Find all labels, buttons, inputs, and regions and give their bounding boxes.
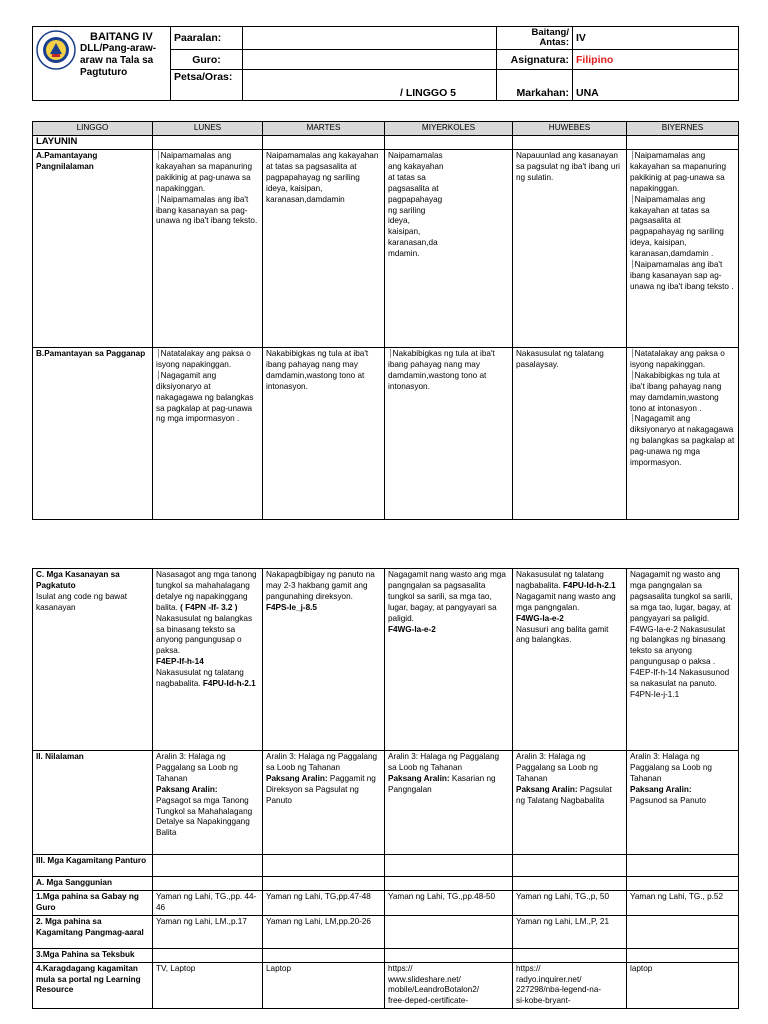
mag-aaral-lunes: Yaman ng Lahi, LM.,p.17 [153,915,263,948]
deped-seal-icon [36,30,76,70]
nilalaman-label: II. Nilalaman [33,751,153,855]
col-miyerkoles: MIYERKOLES [385,122,513,136]
row-c-lunes-text1: Nasasagot ang mga tanong tungkol sa mahahalagang detalye ng napakinggang balita. [156,570,257,612]
row-c-huwebes-text3: Nasusuri ang balita gamit ang balangkas. [516,624,609,645]
mag-aaral-label: 2. Mga pahina sa Kagamitang Pangmag-aaral [33,915,153,948]
nilalaman-lunes-paksa-label: Paksang Aralin [156,784,215,794]
portal-martes: Laptop [263,962,385,1009]
baitang-label: Baitang/ Antas: [497,27,573,50]
nilalaman-lunes: Aralin 3: Halaga ng Paggalang sa Loob ng Tahanan Paksang Aralin: Pagsagot sa mga Tanong Tungkol sa Mahahalagang Detalye sa Napakinggang Balita [153,751,263,855]
portal-label: 4.Karagdagang kagamitan mula sa portal ng Learning Resource [33,962,153,1009]
row-c-huwebes-code2: F4WG-Ia-e-2 [516,613,564,623]
row-c-lunes [153,569,263,751]
row-c-martes-code1: F4PS-Ie_j-8.5 [266,602,317,612]
nilalaman-lunes-paksa: Pagsagot sa mga Tanong Tungkol sa Mahahalagang Detalye sa Napakinggang Balita [156,795,253,838]
row-a-label: A.Pamantayang Pangnilalaman [33,150,153,348]
table-row [33,877,739,891]
paaralan-label: Paaralan: [171,27,243,50]
gabay-biyernes: Yaman ng Lahi, TG., p.52 [627,890,739,915]
portal-huwebes-link[interactable]: https:// radyo.inquirer.net/ 227298/nba-legend-na- si-kobe-bryant- [513,962,627,1009]
nilalaman-miyerkoles-aralin: Aralin 3: Halaga ng Paggalang sa Loob ng Tahanan [388,752,500,772]
col-huwebes: HUWEBES [513,122,627,136]
nilalaman-martes: Aralin 3: Halaga ng Paggalang sa Loob ng Tahanan Paksang Aralin: Paggamit ng Direksyon sa Pagsulat ng Panuto [263,751,385,855]
row-c-martes [263,569,385,751]
table-row [33,855,739,877]
row-b-martes: Nakabibigkas ng tula at iba't ibang pahayag nang may damdamin,wastong tono at intonasyon. [263,348,385,520]
nilalaman-biyernes-paksa-label: Paksang Aralin [630,784,689,794]
petsa-label: Petsa/Oras: [171,70,243,101]
row-c-label: C. Mga Kasanayan sa Pagkatuto [36,570,120,590]
guro-label: Guro: [171,50,243,70]
nilalaman-biyernes: Aralin 3: Halaga ng Paggalang sa Loob ng Tahanan Paksang Aralin: Pagsunod sa Panuto [627,751,739,855]
nilalaman-martes-paksa-label: Paksang Aralin [266,773,325,783]
portal-biyernes: laptop [627,962,739,1009]
table-row [33,751,739,855]
table-row [33,962,739,1009]
nilalaman-miyerkoles-paksa-label: Paksang Aralin [388,773,447,783]
row-b-huwebes: Nakasusulat ng talatang pasalaysay. [513,348,627,520]
asignatura-label: Asignatura: [497,50,573,70]
portal-miyerkoles-link[interactable]: https:// www.slideshare.net/ mobile/LeandroBotalon2/ free-deped-certificate- [385,962,513,1009]
row-c-biyernes: Nagagamit ng wasto ang mga pangngalan sa pagsasalita tungkol sa sarili, sa mga tao, lugar, bagay, at pangyayari sa paligid. F4WG-Ia-e-2 Nakasusulat ng balangkas ng binasang teksto sa anyong pangungusap o paksa . F4EP-If-h-14 Nakasusunod sa nakasulat na panuto. F4PN-Ie-j-1.1 [627,569,739,751]
row-c-lunes-code3: F4PU-Id-h-2.1 [202,679,256,689]
row-b-biyernes: ⏐Natatalakay ang paksa o isyong napakinggan. ⏐Nakabibigkas ng tula at iba't ibang pahayag nang may damdamin,wastong tono at intonasyon . ⏐Nagagamit ang diksiyonaryo at nakagagawa ng balangkas sa pagkalap at pag-unawa ng mga impormasyon. [627,348,739,520]
petsa-value: / LINGGO 5 [243,70,497,101]
markahan-label: Markahan: [497,70,573,101]
mag-aaral-martes: Yaman ng Lahi, LM,pp.20-26 [263,915,385,948]
header-title-rest: DLL/Pang-araw-araw na Tala sa Pagtuturo [80,43,157,78]
table-row [33,150,739,348]
nilalaman-huwebes-paksa: Pagsulat ng Talatang Nagbabalita [516,784,612,805]
gabay-miyerkoles: Yaman ng Lahi, TG.,pp.48-50 [385,890,513,915]
header-title [80,29,168,79]
col-martes: MARTES [263,122,385,136]
row-c-lunes-text3: Nakasusulat ng talatang nagbabalita. [156,668,244,689]
nilalaman-miyerkoles: Aralin 3: Halaga ng Paggalang sa Loob ng Tahanan Paksang Aralin: Kasarian ng Pangngalan [385,751,513,855]
nilalaman-lunes-aralin: Aralin 3: Halaga ng Paggalang sa Loob ng Tahanan [156,752,238,783]
header-table [32,26,739,101]
mag-aaral-miyerkoles [385,915,513,948]
row-c-huwebes-text1: Nakasusulat ng talatang nagbabalita. [516,570,604,590]
nilalaman-miyerkoles-paksa: Kasarian ng Pangngalan [388,773,496,794]
table-row [33,948,739,962]
layunin-row [33,136,739,150]
row-c-label-cell [33,569,153,751]
markahan-value: UNA [573,70,739,101]
portal-lunes: TV, Laptop [153,962,263,1009]
nilalaman-huwebes-paksa-label: Paksang Aralin [516,784,575,794]
col-linggo: LINGGO [33,122,153,136]
row-c-lunes-code1: ( F4PN -If- 3.2 ) [180,602,238,612]
mag-aaral-biyernes [627,915,739,948]
column-header-row [33,122,739,136]
table-row [33,915,739,948]
mag-aaral-huwebes: Yaman ng Lahi, LM.,P, 21 [513,915,627,948]
row-c-miyerkoles-code1: F4WG-Ia-e-2 [388,624,436,634]
col-biyernes: BIYERNES [627,122,739,136]
row-a-biyernes: ⏐Naipamamalas ang kakayahan sa mapanuring pakikinig at pag-unawa sa napakinggan. ⏐Naipamamalas ang kakayahan at tatas sa pagsasalita at pagpapahayag ng sariling ideya, kaisipan, karanasan,damdamin . ⏐Naipamamalas ang iba't ibang kasanayan sap ag-unawa ng iba't ibang teksto . [627,150,739,348]
row-c-huwebes-text2: Nagagamit nang wasto ang mga pangngalan. [516,591,616,612]
gabay-huwebes: Yaman ng Lahi, TG.,p, 50 [513,890,627,915]
col-lunes: LUNES [153,122,263,136]
row-c-lunes-code2: F4EP-If-h-14 [156,657,204,667]
table-row [33,348,739,520]
row-c-sublabel: Isulat ang code ng bawat kasanayan [36,591,128,612]
table-row [33,890,739,915]
row-a-huwebes: Napauunlad ang kasanayan sa pagsulat ng iba't ibang uri ng sulatin. [513,150,627,348]
nilalaman-huwebes-aralin: Aralin 3: Halaga ng Paggalang sa Loob ng Tahanan [516,752,598,783]
row-a-lunes: ⏐Naipamamalas ang kakayahan sa mapanuring pakikinig at pag-unawa sa napakinggan. ⏐Naipamamalas ang iba't ibang kasanayan sa pag-unawa ng iba't ibang teksto. [153,150,263,348]
kagamitan-label: III. Mga Kagamitang Panturo [33,855,153,877]
nilalaman-table [32,568,739,1009]
row-a-miyerkoles: Naipamamalas ang kakayahan at tatas sa pagsasalita at pagpapahayag ng sariling ideya, kaisipan, karanasan,da mdamin. [385,150,513,348]
nilalaman-biyernes-paksa: Pagsunod sa Panuto [630,795,707,805]
nilalaman-biyernes-aralin: Aralin 3: Halaga ng Paggalang sa Loob ng Tahanan [630,752,712,783]
header-title-line1: BAITANG IV [90,31,153,43]
row-b-lunes: ⏐Natatalakay ang paksa o isyong napakinggan. ⏐Nagagamit ang diksiyonaryo at nakagagawa ng balangkas sa pagkalap at pag-unawa ng mga impormasyon . [153,348,263,520]
layunin-label: LAYUNIN [33,136,153,150]
header-logo-cell [33,27,171,101]
row-c-huwebes [513,569,627,751]
gabay-lunes: Yaman ng Lahi, TG.,pp. 44-46 [153,890,263,915]
teksbuk-label: 3.Mga Pahina sa Teksbuk [33,948,153,962]
row-c-miyerkoles-text1: Nagagamit nang wasto ang mga pangngalan sa pagsasalita tungkol sa sarili, sa mga tao, lugar, bagay, at pangyayari sa paligid. [388,570,506,623]
nilalaman-martes-paksa: Paggamit ng Direksyon sa Pagsulat ng Panuto [266,773,376,805]
row-a-martes: Naipamamalas ang kakayahan at tatas sa pagsasalita at pagpapahayag ng sariling ideya, kaisipan, karanasan,damdamin [263,150,385,348]
paaralan-value [243,27,497,50]
row-b-miyerkoles: ⏐Nakabibigkas ng tula at iba't ibang pahayag nang may damdamin,wastong tono at intonasyon. [385,348,513,520]
guro-value [243,50,497,70]
row-c-huwebes-code1: F4PU-Id-h-2.1 [562,580,616,590]
layunin-table [32,121,739,520]
asignatura-value: Filipino [573,50,739,70]
row-c-martes-text1: Nakapagbibigay ng panuto na may 2-3 hakbang gamit ang pangunahing direksyon. [266,570,375,601]
gabay-label: 1.Mga pahina sa Gabay ng Guro [33,890,153,915]
nilalaman-martes-aralin: Aralin 3: Halaga ng Paggalang sa Loob ng Tahanan [266,752,378,772]
row-c-miyerkoles [385,569,513,751]
baitang-value: IV [573,27,739,50]
row-c-lunes-text2: Nakasusulat ng balangkas sa binasang teksto sa anyong pangungusap o paksa. [156,613,253,656]
row-b-label: B.Pamantayan sa Pagganap [33,348,153,520]
sanggunian-label: A. Mga Sanggunian [33,877,153,891]
table-row [33,569,739,751]
gabay-martes: Yaman ng Lahi, TG,pp.47-48 [263,890,385,915]
nilalaman-huwebes: Aralin 3: Halaga ng Paggalang sa Loob ng Tahanan Paksang Aralin: Pagsulat ng Talatang Nagbabalita [513,751,627,855]
